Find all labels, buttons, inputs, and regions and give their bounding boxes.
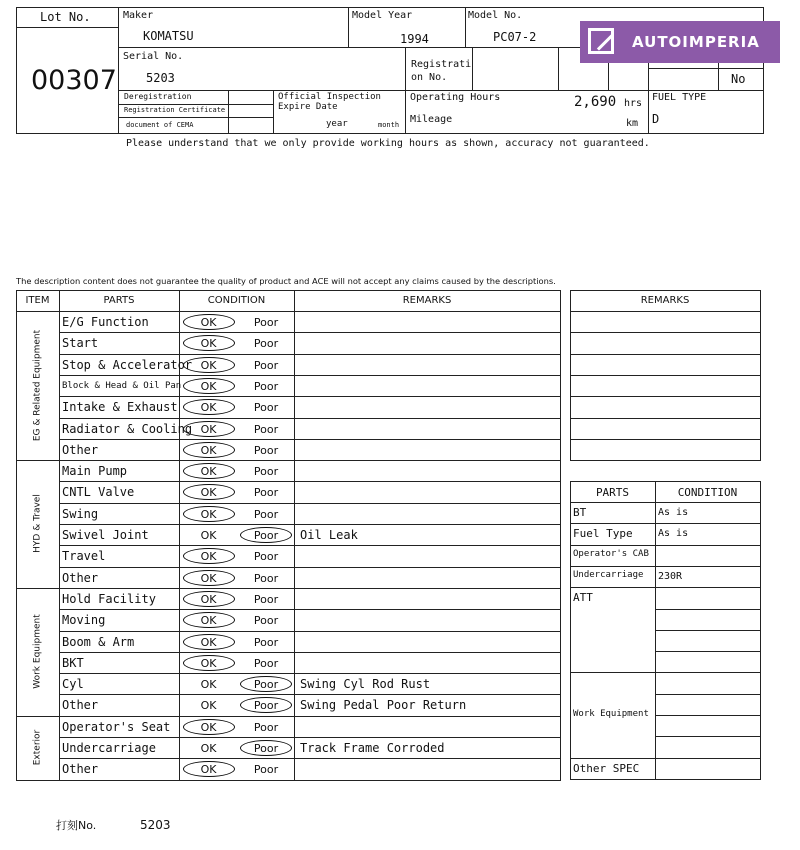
mileage-unit: km xyxy=(626,118,639,129)
hours-value: 2,690 xyxy=(574,94,617,110)
stamp-label: 打刻No. xyxy=(56,819,97,832)
part-name: Intake & Exhaust xyxy=(62,400,178,415)
spec-line xyxy=(570,481,760,482)
spec-value: 230R xyxy=(658,570,683,582)
spec-line xyxy=(570,481,571,779)
part-name: Other xyxy=(62,762,99,777)
part-name: Moving xyxy=(62,613,106,628)
part-name: Swivel Joint xyxy=(62,528,149,542)
spec-subrow-line xyxy=(655,694,760,695)
condition-poor: Poor xyxy=(253,720,279,734)
notice-text: The description content does not guarantee the quality of product and ACE will not accept any claims caused by the descriptions. xyxy=(16,276,556,286)
remarks-line xyxy=(570,418,760,419)
condition-poor: Poor xyxy=(253,656,279,670)
remarks-line xyxy=(570,375,760,376)
condition-poor: Poor xyxy=(253,422,279,436)
condition-ok: OK xyxy=(200,742,217,755)
condition-ok: OK xyxy=(200,401,217,415)
ok-circle-mark xyxy=(183,570,235,586)
group-separator xyxy=(16,588,59,589)
condition-poor: Poor xyxy=(253,401,279,415)
remark-text: Oil Leak xyxy=(300,528,358,542)
mileage-label: Mileage xyxy=(410,114,453,125)
table-border-right xyxy=(560,290,561,781)
condition-ok: OK xyxy=(200,422,217,436)
condition-poor: Poor xyxy=(253,507,279,521)
dereg-label: Deregistration xyxy=(124,92,192,101)
ok-circle-mark xyxy=(183,463,235,479)
model-no-value: PC07-2 xyxy=(493,30,537,44)
condition-ok: OK xyxy=(200,358,217,372)
spec-row-line xyxy=(570,758,760,759)
table-row xyxy=(59,503,560,524)
table-border-left xyxy=(16,290,17,780)
condition-ok: OK xyxy=(200,763,217,777)
spec-part: Other SPEC xyxy=(573,761,640,775)
remark-text: Swing Cyl Rod Rust xyxy=(300,677,431,692)
spec-part: Fuel Type xyxy=(573,527,633,541)
condition-poor: Poor xyxy=(253,316,279,329)
spec-subrow-line xyxy=(655,609,760,610)
part-name: Operator's Seat xyxy=(62,719,171,734)
condition-poor: Poor xyxy=(253,614,279,628)
table-row xyxy=(59,460,560,481)
condition-poor: Poor xyxy=(253,465,279,479)
condition-poor: Poor xyxy=(253,678,279,692)
cema-label: document of CEMA xyxy=(126,121,194,129)
right-remarks-header: REMARKS xyxy=(640,295,690,306)
fuel-value: D xyxy=(652,112,660,126)
serial-value: 5203 xyxy=(146,71,175,85)
registration-label: Registrati on No. xyxy=(411,59,472,83)
model-year-value: 1994 xyxy=(400,32,429,46)
group-label: Work Equipment xyxy=(32,614,42,689)
remarks-line xyxy=(570,354,760,355)
model-year-label: Model Year xyxy=(352,10,413,21)
condition-ok: OK xyxy=(200,571,217,585)
part-name: Travel xyxy=(62,549,106,564)
lot-number: 00307 xyxy=(31,65,117,96)
condition-ok: OK xyxy=(200,550,217,564)
inspection-label: Official Inspection Expire Date xyxy=(278,92,381,112)
table-row xyxy=(59,609,560,630)
condition-poor: Poor xyxy=(253,699,279,713)
header-parts: PARTS xyxy=(103,295,135,306)
part-name: Other xyxy=(62,570,99,585)
remarks-line xyxy=(570,439,760,440)
month-label: month xyxy=(378,121,400,129)
condition-ok: OK xyxy=(200,507,217,521)
autoimperia-logo xyxy=(580,21,780,63)
condition-poor: Poor xyxy=(253,443,279,457)
maker-label: Maker xyxy=(123,10,154,21)
spec-subrow-line xyxy=(655,651,760,652)
condition-ok: OK xyxy=(200,529,217,542)
remarks-line xyxy=(570,332,760,333)
part-name: Swing xyxy=(62,506,99,521)
condition-poor: Poor xyxy=(253,379,279,393)
fuel-label: FUEL TYPE xyxy=(652,92,707,103)
spec-part: ATT xyxy=(573,591,593,605)
condition-poor: Poor xyxy=(253,529,279,542)
condition-ok: OK xyxy=(200,379,217,393)
condition-ok: OK xyxy=(200,614,217,628)
header-item: ITEM xyxy=(25,295,50,306)
part-name: Stop & Accelerator xyxy=(62,357,193,372)
condition-poor: Poor xyxy=(253,635,279,649)
year-label: year xyxy=(326,119,348,129)
disclaimer-text: Please understand that we only provide working hours as shown, accuracy not guaranteed. xyxy=(126,138,650,149)
condition-ok: OK xyxy=(200,486,217,500)
spec-line xyxy=(760,481,761,780)
condition-ok: OK xyxy=(200,720,217,734)
remark-text: Track Frame Corroded xyxy=(300,741,445,755)
table-row xyxy=(59,567,560,588)
table-row xyxy=(59,652,560,673)
spec-value: As is xyxy=(658,507,689,518)
condition-ok: OK xyxy=(200,678,217,692)
ok-circle-mark xyxy=(183,442,235,458)
lot-label: Lot No. xyxy=(40,10,91,24)
condition-poor: Poor xyxy=(253,337,279,351)
group-separator xyxy=(16,460,59,461)
part-name: Main Pump xyxy=(62,464,128,479)
stamp-value: 5203 xyxy=(140,818,171,832)
condition-ok: OK xyxy=(200,465,217,479)
spec-row-line xyxy=(570,672,760,673)
ok-circle-mark xyxy=(183,421,235,437)
table-row xyxy=(59,758,560,779)
remarks-line xyxy=(570,396,760,397)
part-name: Hold Facility xyxy=(62,591,156,606)
condition-poor: Poor xyxy=(253,763,279,777)
condition-ok: OK xyxy=(200,337,217,351)
ok-circle-mark xyxy=(183,591,235,607)
ok-circle-mark xyxy=(183,655,235,671)
ok-circle-mark xyxy=(183,357,235,373)
spec-row-line xyxy=(570,566,760,567)
spec-subrow-line xyxy=(655,736,760,737)
remarks-line xyxy=(570,290,760,291)
condition-ok: OK xyxy=(200,316,217,329)
part-name: Radiator & Cooling xyxy=(62,421,193,436)
spec-part: Undercarriage xyxy=(573,569,644,580)
model-no-label: Model No. xyxy=(468,10,523,21)
group-label: EG & Related Equipment xyxy=(32,329,42,441)
condition-ok: OK xyxy=(200,592,217,606)
spec-row-line xyxy=(570,545,760,546)
condition-poor: Poor xyxy=(253,742,279,755)
logo-text: AUTOIMPERIA xyxy=(632,33,760,51)
part-name: Boom & Arm xyxy=(62,634,135,649)
ac-value: No xyxy=(731,72,746,86)
reg-cert-label: Registration Certificate xyxy=(124,106,226,114)
header-condition: CONDITION xyxy=(207,295,266,306)
hours-label: Operating Hours xyxy=(410,92,501,103)
spec-row-line xyxy=(570,587,760,588)
part-name: Block & Head & Oil Pan xyxy=(62,380,182,391)
spec-value: As is xyxy=(658,528,689,540)
part-name: Undercarriage xyxy=(62,741,156,755)
part-name: E/G Function xyxy=(62,315,149,329)
spec-row-line xyxy=(570,502,760,503)
part-name: Other xyxy=(62,442,99,457)
condition-poor: Poor xyxy=(253,592,279,606)
group-label: HYD & Travel xyxy=(32,494,42,553)
condition-poor: Poor xyxy=(253,571,279,585)
condition-poor: Poor xyxy=(253,358,279,372)
poor-circle-mark xyxy=(240,740,292,756)
remarks-line xyxy=(570,460,760,461)
table-border-bottom xyxy=(16,780,560,781)
condition-ok: OK xyxy=(200,635,217,649)
spec-condition-header: CONDITION xyxy=(677,486,738,499)
hours-unit: hrs xyxy=(624,98,643,109)
poor-circle-mark xyxy=(240,527,292,543)
condition-ok: OK xyxy=(200,443,217,457)
serial-label: Serial No. xyxy=(123,51,184,62)
part-name: Cyl xyxy=(62,677,84,692)
spec-line xyxy=(570,779,760,780)
spec-part: Work Equipment xyxy=(573,709,649,719)
logo-mark-icon xyxy=(588,28,614,54)
condition-poor: Poor xyxy=(253,486,279,500)
spec-subrow-line xyxy=(655,715,760,716)
poor-circle-mark xyxy=(240,676,292,692)
part-name: BKT xyxy=(62,655,84,670)
ok-circle-mark xyxy=(183,314,235,330)
table-row xyxy=(59,545,560,566)
remarks-line xyxy=(760,290,761,461)
remarks-line xyxy=(570,311,760,312)
remark-text: Swing Pedal Poor Return xyxy=(300,698,467,713)
condition-ok: OK xyxy=(200,656,217,670)
spec-part: Operator's CAB xyxy=(573,548,649,559)
spec-parts-header: PARTS xyxy=(595,486,630,499)
table-border-top xyxy=(16,290,560,291)
part-name: Other xyxy=(62,698,99,713)
group-label: Exterior xyxy=(32,729,42,765)
table-row xyxy=(59,332,560,353)
table-row xyxy=(59,439,560,460)
part-name: Start xyxy=(62,336,99,351)
part-name: CNTL Valve xyxy=(62,485,135,500)
condition-poor: Poor xyxy=(253,550,279,564)
condition-ok: OK xyxy=(200,699,217,713)
spec-row-line xyxy=(570,523,760,524)
spec-subrow-line xyxy=(655,630,760,631)
ok-circle-mark xyxy=(183,506,235,522)
maker-value: KOMATSU xyxy=(143,29,194,43)
spec-part: BT xyxy=(573,506,587,519)
header-remarks: REMARKS xyxy=(402,295,452,306)
ok-circle-mark xyxy=(183,378,235,394)
ok-circle-mark xyxy=(183,719,235,735)
ok-circle-mark xyxy=(183,634,235,650)
